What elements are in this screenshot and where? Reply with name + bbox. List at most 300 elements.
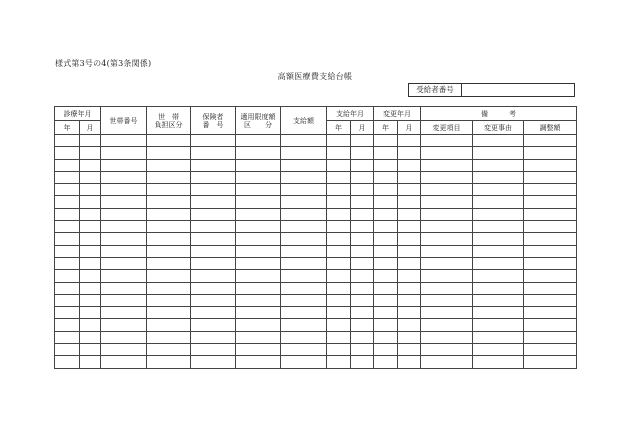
table-cell[interactable]	[374, 184, 398, 196]
table-cell[interactable]	[147, 319, 191, 331]
table-cell[interactable]	[473, 233, 524, 245]
table-cell[interactable]	[101, 245, 147, 257]
header-biko: 備 考	[421, 107, 577, 121]
table-cell[interactable]	[80, 319, 101, 331]
table-cell[interactable]	[236, 356, 281, 368]
table-cell[interactable]	[473, 221, 524, 233]
table-cell[interactable]	[327, 245, 351, 257]
table-cell[interactable]	[191, 184, 236, 196]
table-cell[interactable]	[55, 331, 80, 343]
table-cell[interactable]	[351, 307, 374, 319]
table-cell[interactable]	[524, 282, 577, 294]
table-cell[interactable]	[80, 233, 101, 245]
table-cell[interactable]	[191, 171, 236, 183]
table-cell[interactable]	[374, 331, 398, 343]
table-cell[interactable]	[524, 135, 577, 147]
table-cell[interactable]	[236, 307, 281, 319]
table-cell[interactable]	[473, 331, 524, 343]
table-cell[interactable]	[236, 344, 281, 356]
header-setai-bango: 世帯番号	[101, 107, 147, 135]
header-tekiyo-gendogaku: 適用限度額 区 分	[236, 107, 281, 135]
table-cell[interactable]	[351, 233, 374, 245]
table-cell[interactable]	[80, 147, 101, 159]
table-cell[interactable]	[327, 147, 351, 159]
table-cell[interactable]	[351, 159, 374, 171]
table-cell[interactable]	[147, 184, 191, 196]
table-cell[interactable]	[421, 331, 473, 343]
header-chosei-gaku: 調整額	[524, 121, 577, 135]
table-cell[interactable]	[80, 307, 101, 319]
table-cell[interactable]	[281, 307, 327, 319]
table-cell[interactable]	[101, 233, 147, 245]
table-cell[interactable]	[524, 221, 577, 233]
table-cell[interactable]	[327, 159, 351, 171]
table-cell[interactable]	[374, 319, 398, 331]
table-cell[interactable]	[101, 184, 147, 196]
table-cell[interactable]	[55, 135, 80, 147]
table-cell[interactable]	[327, 331, 351, 343]
table-cell[interactable]	[473, 159, 524, 171]
table-cell[interactable]	[236, 257, 281, 269]
table-row	[55, 307, 577, 319]
header-shikyu-nen: 年	[327, 121, 351, 135]
table-cell[interactable]	[421, 221, 473, 233]
table-cell[interactable]	[80, 344, 101, 356]
table-cell[interactable]	[80, 294, 101, 306]
header-hokensha-bango: 保険者 番 号	[191, 107, 236, 135]
table-cell[interactable]	[191, 208, 236, 220]
table-cell[interactable]	[147, 270, 191, 282]
table-cell[interactable]	[281, 257, 327, 269]
table-cell[interactable]	[524, 171, 577, 183]
table-cell[interactable]	[236, 184, 281, 196]
table-cell[interactable]	[236, 319, 281, 331]
table-cell[interactable]	[327, 221, 351, 233]
table-cell[interactable]	[473, 282, 524, 294]
table-cell[interactable]	[147, 147, 191, 159]
table-cell[interactable]	[80, 282, 101, 294]
table-cell[interactable]	[473, 147, 524, 159]
table-cell[interactable]	[421, 171, 473, 183]
table-cell[interactable]	[398, 233, 421, 245]
table-cell[interactable]	[398, 331, 421, 343]
table-cell[interactable]	[421, 257, 473, 269]
table-cell[interactable]	[147, 294, 191, 306]
ledger-body	[55, 135, 577, 369]
table-cell[interactable]	[191, 257, 236, 269]
table-cell[interactable]	[55, 221, 80, 233]
table-cell[interactable]	[191, 307, 236, 319]
table-cell[interactable]	[524, 147, 577, 159]
table-cell[interactable]	[327, 196, 351, 208]
table-cell[interactable]	[281, 344, 327, 356]
table-cell[interactable]	[281, 147, 327, 159]
table-cell[interactable]	[55, 307, 80, 319]
table-cell[interactable]	[147, 282, 191, 294]
table-cell[interactable]	[421, 294, 473, 306]
table-row	[55, 245, 577, 257]
table-cell[interactable]	[147, 171, 191, 183]
table-cell[interactable]	[281, 331, 327, 343]
table-cell[interactable]	[351, 196, 374, 208]
header-henko-jiyu: 変更事由	[473, 121, 524, 135]
table-cell[interactable]	[524, 319, 577, 331]
table-cell[interactable]	[80, 331, 101, 343]
table-cell[interactable]	[281, 356, 327, 368]
header-henko-komoku: 変更項目	[421, 121, 473, 135]
table-cell[interactable]	[473, 344, 524, 356]
table-cell[interactable]	[524, 245, 577, 257]
table-cell[interactable]	[398, 135, 421, 147]
table-cell[interactable]	[351, 282, 374, 294]
table-cell[interactable]	[191, 270, 236, 282]
table-cell[interactable]	[524, 344, 577, 356]
table-cell[interactable]	[351, 184, 374, 196]
table-cell[interactable]	[351, 171, 374, 183]
table-cell[interactable]	[473, 319, 524, 331]
table-cell[interactable]	[351, 147, 374, 159]
table-cell[interactable]	[55, 245, 80, 257]
table-cell[interactable]	[236, 196, 281, 208]
table-cell[interactable]	[281, 171, 327, 183]
table-cell[interactable]	[398, 307, 421, 319]
table-cell[interactable]	[327, 171, 351, 183]
table-cell[interactable]	[327, 270, 351, 282]
table-cell[interactable]	[101, 196, 147, 208]
table-cell[interactable]	[374, 221, 398, 233]
table-cell[interactable]	[236, 147, 281, 159]
table-cell[interactable]	[351, 319, 374, 331]
table-cell[interactable]	[374, 344, 398, 356]
table-cell[interactable]	[55, 233, 80, 245]
table-cell[interactable]	[147, 344, 191, 356]
table-cell[interactable]	[80, 221, 101, 233]
table-cell[interactable]	[147, 208, 191, 220]
table-cell[interactable]	[473, 184, 524, 196]
table-cell[interactable]	[147, 233, 191, 245]
recipient-number-label: 受給者番号	[409, 84, 462, 96]
table-row	[55, 282, 577, 294]
table-cell[interactable]	[80, 171, 101, 183]
recipient-number-box	[408, 83, 575, 97]
header-setai-futan-kubun: 世 帯 負担区分	[147, 107, 191, 135]
table-row	[55, 331, 577, 343]
table-cell[interactable]	[236, 233, 281, 245]
table-cell[interactable]	[101, 159, 147, 171]
table-cell[interactable]	[374, 196, 398, 208]
table-cell[interactable]	[147, 196, 191, 208]
table-cell[interactable]	[80, 208, 101, 220]
table-cell[interactable]	[398, 196, 421, 208]
table-cell[interactable]	[524, 159, 577, 171]
table-cell[interactable]	[80, 135, 101, 147]
table-cell[interactable]	[421, 233, 473, 245]
table-cell[interactable]	[236, 221, 281, 233]
table-cell[interactable]	[351, 294, 374, 306]
table-cell[interactable]	[374, 135, 398, 147]
table-row	[55, 319, 577, 331]
table-cell[interactable]	[351, 331, 374, 343]
table-row	[55, 208, 577, 220]
table-cell[interactable]	[191, 159, 236, 171]
page-title: 高額医療費支給台帳	[277, 72, 353, 81]
table-cell[interactable]	[191, 282, 236, 294]
table-cell[interactable]	[191, 331, 236, 343]
table-cell[interactable]	[147, 331, 191, 343]
table-cell[interactable]	[147, 221, 191, 233]
table-cell[interactable]	[55, 282, 80, 294]
table-cell[interactable]	[473, 257, 524, 269]
table-cell[interactable]	[55, 270, 80, 282]
table-cell[interactable]	[473, 135, 524, 147]
table-cell[interactable]	[351, 257, 374, 269]
header-shikyu-nengetsu: 支給年月	[327, 107, 374, 121]
table-cell[interactable]	[55, 208, 80, 220]
table-cell[interactable]	[524, 307, 577, 319]
table-cell[interactable]	[327, 307, 351, 319]
table-cell[interactable]	[281, 233, 327, 245]
table-cell[interactable]	[80, 184, 101, 196]
table-cell[interactable]	[374, 245, 398, 257]
table-cell[interactable]	[236, 159, 281, 171]
table-cell[interactable]	[236, 294, 281, 306]
table-row	[55, 135, 577, 147]
table-cell[interactable]	[327, 233, 351, 245]
table-cell[interactable]	[101, 356, 147, 368]
table-cell[interactable]	[398, 171, 421, 183]
table-cell[interactable]	[281, 135, 327, 147]
table-cell[interactable]	[281, 319, 327, 331]
table-cell[interactable]	[421, 196, 473, 208]
table-cell[interactable]	[421, 270, 473, 282]
table-cell[interactable]	[524, 257, 577, 269]
table-cell[interactable]	[374, 270, 398, 282]
table-cell[interactable]	[398, 147, 421, 159]
table-cell[interactable]	[101, 147, 147, 159]
table-cell[interactable]	[236, 331, 281, 343]
table-cell[interactable]	[101, 319, 147, 331]
table-cell[interactable]	[281, 282, 327, 294]
table-cell[interactable]	[191, 356, 236, 368]
table-cell[interactable]	[101, 257, 147, 269]
table-cell[interactable]	[327, 282, 351, 294]
table-cell[interactable]	[421, 319, 473, 331]
table-cell[interactable]	[191, 135, 236, 147]
table-cell[interactable]	[327, 356, 351, 368]
table-cell[interactable]	[421, 184, 473, 196]
table-cell[interactable]	[281, 196, 327, 208]
table-cell[interactable]	[398, 344, 421, 356]
table-cell[interactable]	[191, 319, 236, 331]
table-cell[interactable]	[398, 208, 421, 220]
table-cell[interactable]	[191, 344, 236, 356]
table-cell[interactable]	[101, 270, 147, 282]
table-cell[interactable]	[524, 196, 577, 208]
table-cell[interactable]	[374, 171, 398, 183]
table-cell[interactable]	[524, 270, 577, 282]
table-cell[interactable]	[191, 221, 236, 233]
table-row	[55, 294, 577, 306]
table-cell[interactable]	[80, 270, 101, 282]
table-cell[interactable]	[374, 233, 398, 245]
table-cell[interactable]	[351, 356, 374, 368]
table-cell[interactable]	[473, 245, 524, 257]
table-row	[55, 184, 577, 196]
table-cell[interactable]	[101, 344, 147, 356]
table-cell[interactable]	[191, 196, 236, 208]
table-cell[interactable]	[236, 270, 281, 282]
table-cell[interactable]	[398, 319, 421, 331]
table-cell[interactable]	[421, 159, 473, 171]
table-cell[interactable]	[473, 208, 524, 220]
table-cell[interactable]	[55, 344, 80, 356]
table-cell[interactable]	[281, 208, 327, 220]
table-cell[interactable]	[374, 307, 398, 319]
table-cell[interactable]	[473, 171, 524, 183]
table-cell[interactable]	[351, 270, 374, 282]
table-cell[interactable]	[421, 282, 473, 294]
table-cell[interactable]	[327, 319, 351, 331]
table-cell[interactable]	[101, 221, 147, 233]
table-cell[interactable]	[524, 184, 577, 196]
table-cell[interactable]	[55, 147, 80, 159]
table-cell[interactable]	[281, 221, 327, 233]
table-cell[interactable]	[524, 233, 577, 245]
table-row	[55, 270, 577, 282]
table-cell[interactable]	[327, 294, 351, 306]
table-cell[interactable]	[374, 294, 398, 306]
table-cell[interactable]	[236, 135, 281, 147]
table-cell[interactable]	[55, 356, 80, 368]
table-cell[interactable]	[55, 196, 80, 208]
table-cell[interactable]	[421, 356, 473, 368]
table-cell[interactable]	[421, 208, 473, 220]
table-cell[interactable]	[524, 208, 577, 220]
table-cell[interactable]	[421, 344, 473, 356]
table-cell[interactable]	[80, 245, 101, 257]
table-cell[interactable]	[473, 270, 524, 282]
table-cell[interactable]	[398, 245, 421, 257]
table-cell[interactable]	[473, 307, 524, 319]
table-cell[interactable]	[327, 257, 351, 269]
header-henko-tsuki: 月	[398, 121, 421, 135]
header-henko-nengetsu: 変更年月	[374, 107, 421, 121]
table-cell[interactable]	[191, 245, 236, 257]
table-cell[interactable]	[351, 208, 374, 220]
table-row	[55, 356, 577, 368]
table-cell[interactable]	[374, 208, 398, 220]
table-cell[interactable]	[351, 245, 374, 257]
table-cell[interactable]	[281, 184, 327, 196]
table-cell[interactable]	[281, 270, 327, 282]
table-cell[interactable]	[236, 208, 281, 220]
table-cell[interactable]	[398, 294, 421, 306]
table-cell[interactable]	[374, 356, 398, 368]
table-cell[interactable]	[55, 294, 80, 306]
table-cell[interactable]	[147, 135, 191, 147]
table-cell[interactable]	[374, 282, 398, 294]
table-cell[interactable]	[351, 344, 374, 356]
table-row	[55, 221, 577, 233]
table-cell[interactable]	[236, 282, 281, 294]
table-cell[interactable]	[524, 331, 577, 343]
table-cell[interactable]	[80, 257, 101, 269]
table-cell[interactable]	[147, 159, 191, 171]
ledger-table	[54, 106, 577, 369]
table-cell[interactable]	[524, 294, 577, 306]
table-cell[interactable]	[191, 233, 236, 245]
form-id: 様式第3号の4(第3条関係)	[55, 59, 152, 68]
table-cell[interactable]	[374, 147, 398, 159]
table-cell[interactable]	[398, 257, 421, 269]
table-cell[interactable]	[327, 208, 351, 220]
table-row	[55, 159, 577, 171]
table-cell[interactable]	[473, 196, 524, 208]
table-cell[interactable]	[327, 184, 351, 196]
table-cell[interactable]	[147, 356, 191, 368]
table-cell[interactable]	[101, 331, 147, 343]
table-cell[interactable]	[101, 294, 147, 306]
table-cell[interactable]	[374, 257, 398, 269]
table-cell[interactable]	[421, 147, 473, 159]
table-cell[interactable]	[374, 159, 398, 171]
table-cell[interactable]	[55, 171, 80, 183]
recipient-number-field[interactable]	[462, 84, 574, 96]
table-cell[interactable]	[327, 344, 351, 356]
table-cell[interactable]	[147, 257, 191, 269]
table-cell[interactable]	[147, 307, 191, 319]
table-cell[interactable]	[80, 159, 101, 171]
table-cell[interactable]	[473, 356, 524, 368]
table-cell[interactable]	[421, 307, 473, 319]
table-cell[interactable]	[80, 356, 101, 368]
table-cell[interactable]	[351, 135, 374, 147]
table-cell[interactable]	[351, 221, 374, 233]
table-cell[interactable]	[398, 356, 421, 368]
table-cell[interactable]	[421, 245, 473, 257]
table-cell[interactable]	[101, 208, 147, 220]
table-cell[interactable]	[398, 159, 421, 171]
table-cell[interactable]	[281, 245, 327, 257]
table-cell[interactable]	[398, 221, 421, 233]
table-cell[interactable]	[421, 135, 473, 147]
table-cell[interactable]	[524, 356, 577, 368]
table-cell[interactable]	[80, 196, 101, 208]
table-cell[interactable]	[55, 257, 80, 269]
table-cell[interactable]	[191, 294, 236, 306]
table-cell[interactable]	[398, 282, 421, 294]
table-cell[interactable]	[101, 282, 147, 294]
table-cell[interactable]	[281, 159, 327, 171]
table-cell[interactable]	[398, 270, 421, 282]
header-shinryo-nen: 年	[55, 121, 80, 135]
table-cell[interactable]	[55, 319, 80, 331]
table-cell[interactable]	[55, 184, 80, 196]
table-cell[interactable]	[101, 307, 147, 319]
table-cell[interactable]	[147, 245, 191, 257]
table-cell[interactable]	[327, 135, 351, 147]
table-cell[interactable]	[55, 159, 80, 171]
table-cell[interactable]	[473, 294, 524, 306]
table-cell[interactable]	[281, 294, 327, 306]
table-cell[interactable]	[101, 171, 147, 183]
table-cell[interactable]	[398, 184, 421, 196]
table-cell[interactable]	[101, 135, 147, 147]
table-row	[55, 257, 577, 269]
table-cell[interactable]	[236, 171, 281, 183]
table-cell[interactable]	[191, 147, 236, 159]
table-cell[interactable]	[236, 245, 281, 257]
